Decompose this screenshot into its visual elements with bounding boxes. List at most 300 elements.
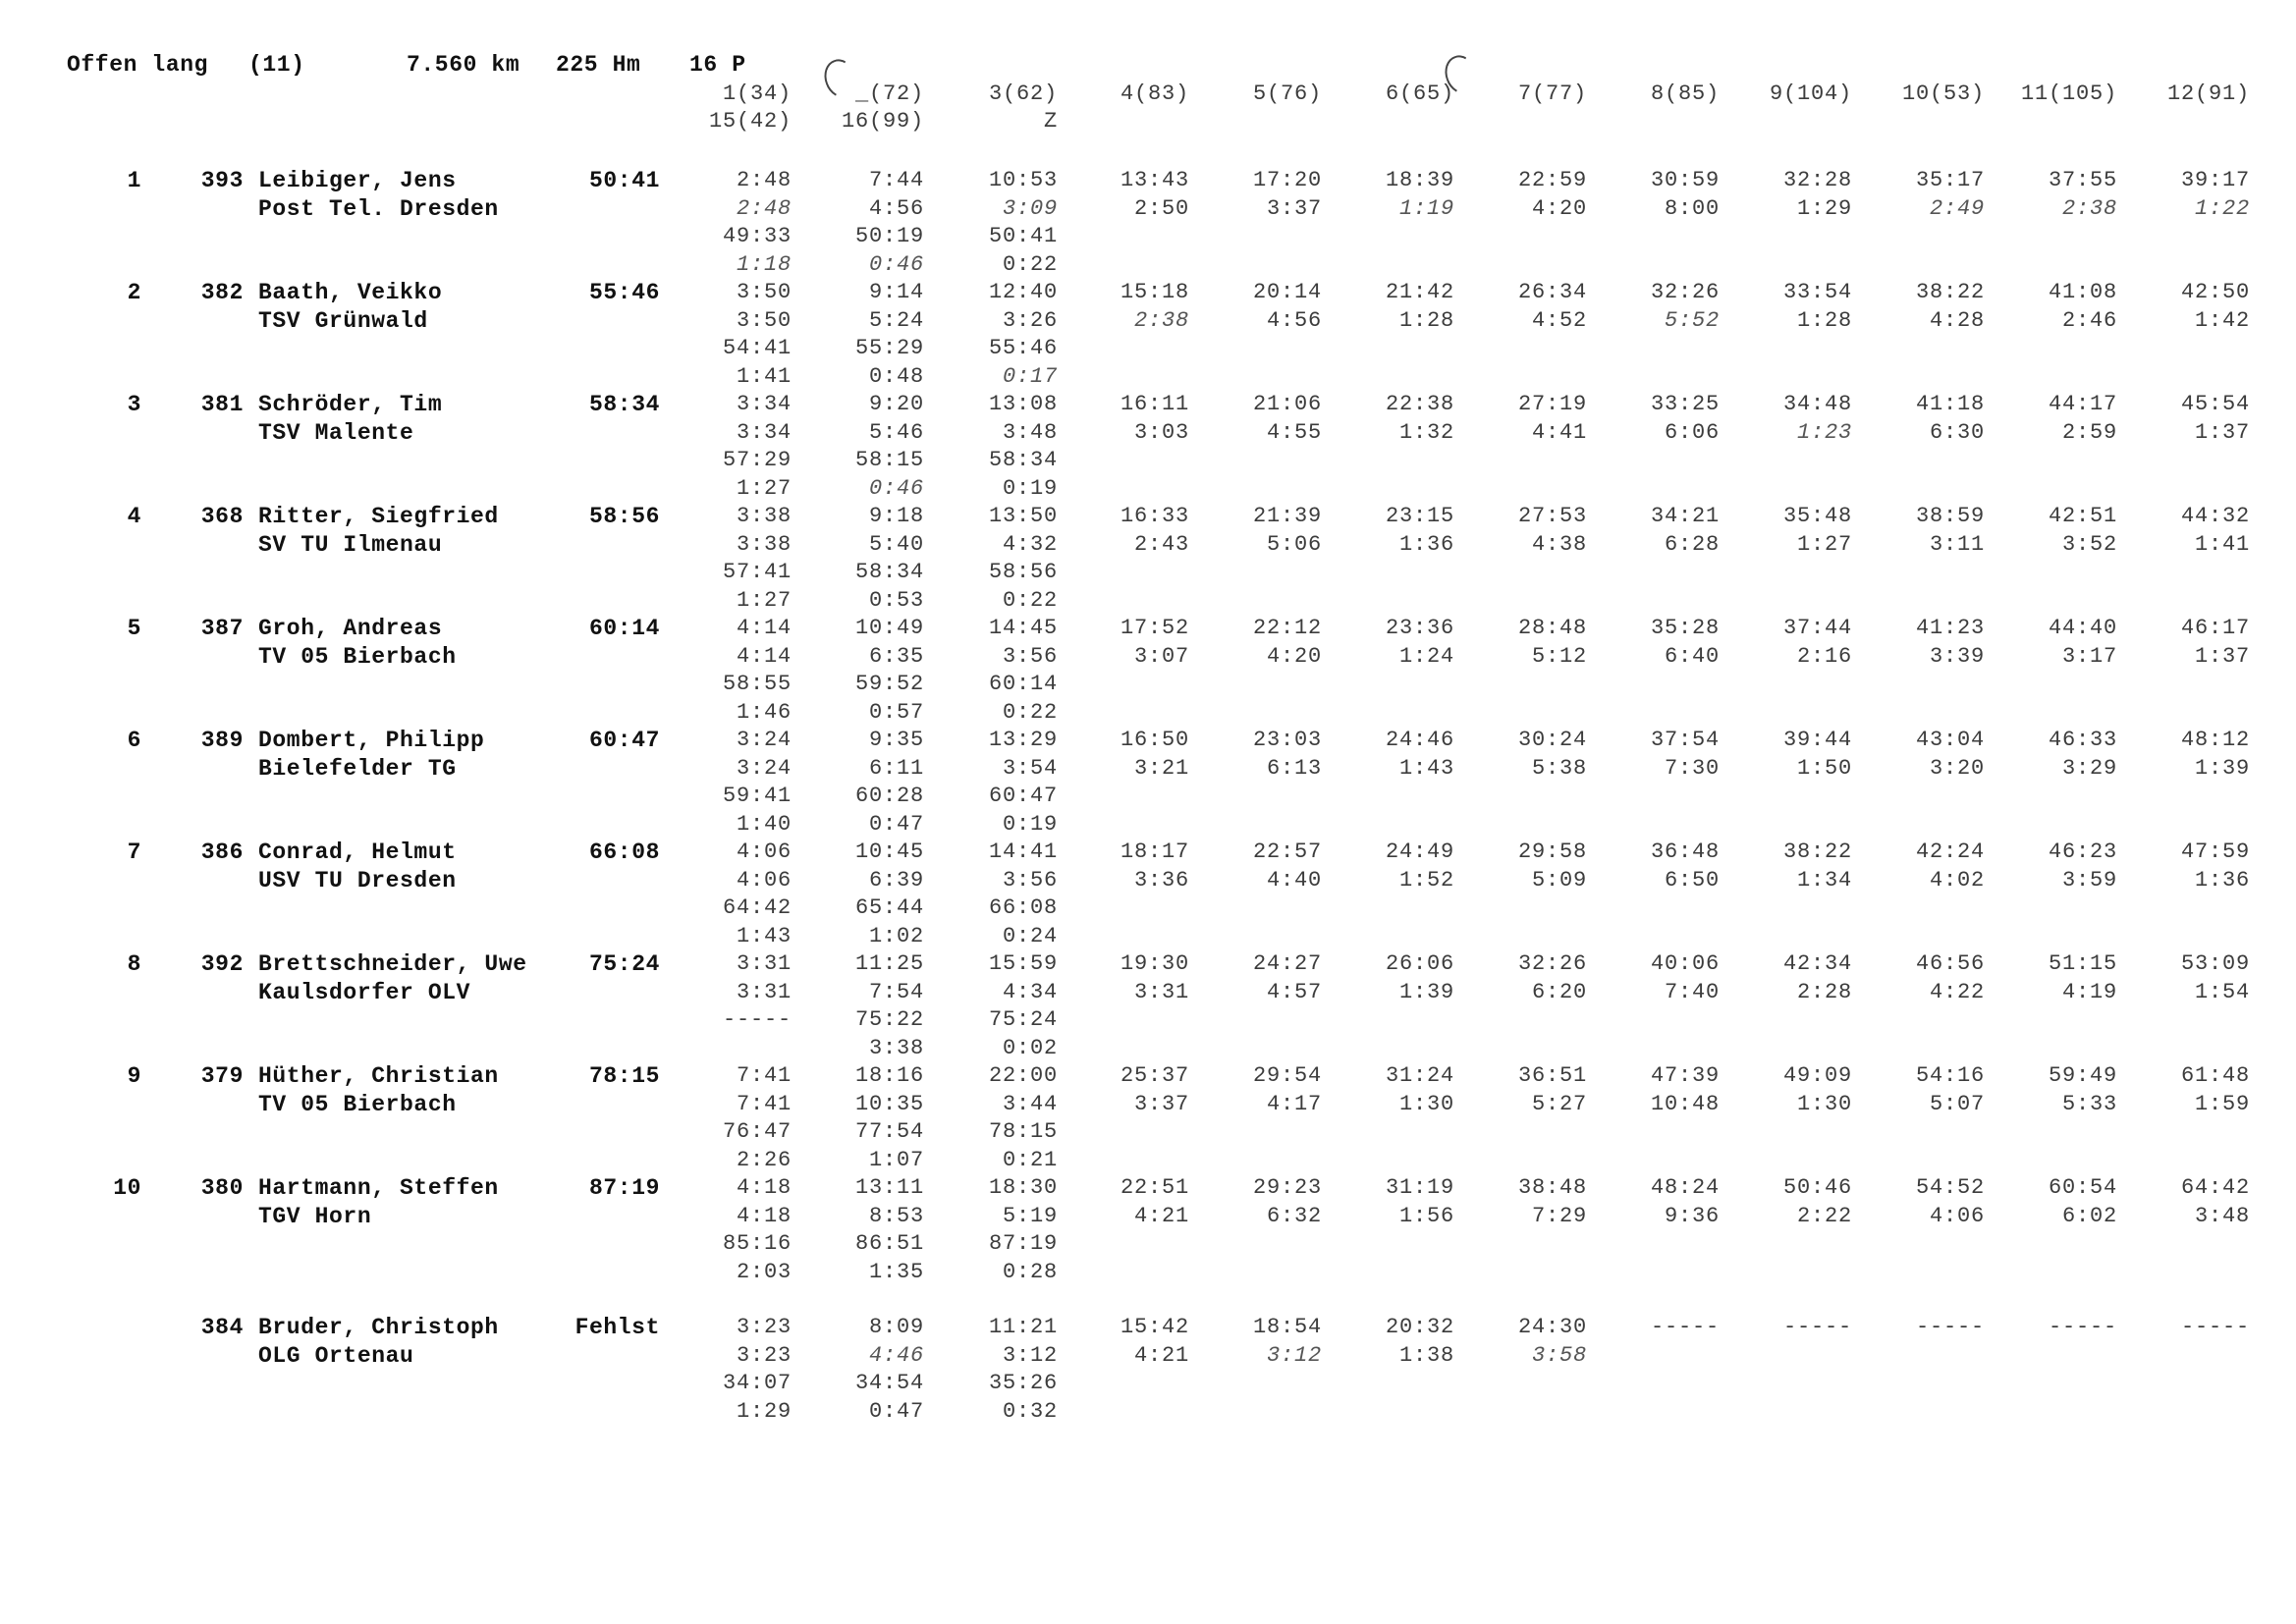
- start-number: 380: [200, 1175, 244, 1201]
- split-time: 24:27: [1252, 951, 1322, 976]
- split-time: 10:35: [854, 1091, 924, 1116]
- split-time: 1:02: [868, 923, 924, 948]
- split-time: 45:54: [2180, 392, 2250, 416]
- split-time: 34:21: [1650, 504, 1720, 528]
- split-time: 75:22: [854, 1007, 924, 1032]
- split-time: 26:06: [1385, 951, 1454, 976]
- split-time: 20:32: [1385, 1315, 1454, 1339]
- split-time: 3:50: [736, 307, 792, 333]
- split-time: 6:50: [1664, 867, 1720, 893]
- split-time: 5:46: [868, 419, 924, 445]
- split-time: 5:09: [1531, 867, 1587, 893]
- split-time: 1:30: [1398, 1091, 1454, 1116]
- split-time: 5:52: [1664, 307, 1720, 333]
- runner-name: Hartmann, Steffen: [258, 1175, 499, 1201]
- split-time: 29:58: [1517, 839, 1587, 864]
- split-time: 34:54: [854, 1371, 924, 1395]
- split-time: 46:23: [2048, 839, 2117, 864]
- split-time: 39:44: [1782, 728, 1852, 752]
- split-time: 15:18: [1120, 280, 1189, 304]
- split-time: 22:38: [1385, 392, 1454, 416]
- split-time: 41:18: [1915, 392, 1985, 416]
- split-time: 24:46: [1385, 728, 1454, 752]
- split-time: 58:56: [988, 560, 1058, 584]
- split-time: 3:54: [1002, 755, 1058, 781]
- runner-name: Conrad, Helmut: [258, 839, 457, 865]
- split-time: 6:13: [1266, 755, 1322, 781]
- club-name: OLG Ortenau: [258, 1342, 414, 1369]
- split-time: 19:30: [1120, 951, 1189, 976]
- split-time: 38:59: [1915, 504, 1985, 528]
- split-time: 4:34: [1002, 979, 1058, 1004]
- split-time: 1:27: [1796, 531, 1852, 557]
- club-name: SV TU Ilmenau: [258, 531, 443, 558]
- control-header: Z: [1043, 109, 1058, 134]
- split-time: 3:21: [1133, 755, 1189, 781]
- split-time: -----: [2048, 1315, 2117, 1339]
- split-time: 3:20: [1929, 755, 1985, 781]
- split-time: 1:52: [1398, 867, 1454, 893]
- split-time: 87:19: [988, 1231, 1058, 1256]
- split-time: 0:32: [1002, 1398, 1058, 1424]
- split-time: 86:51: [854, 1231, 924, 1256]
- split-time: 3:48: [2194, 1203, 2250, 1228]
- split-time: 3:29: [2061, 755, 2117, 781]
- split-time: 4:21: [1133, 1203, 1189, 1228]
- split-time: 59:49: [2048, 1063, 2117, 1088]
- split-time: 2:28: [1796, 979, 1852, 1004]
- control-header: 16(99): [841, 109, 924, 134]
- split-time: 7:40: [1664, 979, 1720, 1004]
- split-time: 6:35: [868, 643, 924, 669]
- split-time: 7:30: [1664, 755, 1720, 781]
- split-time: 18:30: [988, 1175, 1058, 1200]
- split-time: 51:15: [2048, 951, 2117, 976]
- split-time: 2:59: [2061, 419, 2117, 445]
- split-time: 37:55: [2048, 168, 2117, 192]
- split-time: 8:09: [868, 1315, 924, 1339]
- split-time: 3:03: [1133, 419, 1189, 445]
- split-time: 43:04: [1915, 728, 1985, 752]
- split-time: 34:07: [722, 1371, 792, 1395]
- split-time: 15:42: [1120, 1315, 1189, 1339]
- split-time: 3:34: [736, 392, 792, 416]
- split-time: 2:16: [1796, 643, 1852, 669]
- rank: 4: [127, 504, 141, 529]
- split-time: 6:20: [1531, 979, 1587, 1004]
- split-time: 0:53: [868, 587, 924, 613]
- split-time: 0:19: [1002, 475, 1058, 501]
- split-time: 1:56: [1398, 1203, 1454, 1228]
- split-time: 1:27: [736, 475, 792, 501]
- split-time: 0:24: [1002, 923, 1058, 948]
- split-time: 29:23: [1252, 1175, 1322, 1200]
- split-time: 18:17: [1120, 839, 1189, 864]
- split-time: 57:29: [722, 448, 792, 472]
- split-time: 4:18: [736, 1203, 792, 1228]
- split-time: 2:22: [1796, 1203, 1852, 1228]
- split-time: -----: [1782, 1315, 1852, 1339]
- runner-name: Bruder, Christoph: [258, 1315, 499, 1340]
- control-header: 10(53): [1901, 81, 1985, 106]
- split-time: 7:41: [736, 1091, 792, 1116]
- split-time: 1:38: [1398, 1342, 1454, 1368]
- runner-name: Schröder, Tim: [258, 392, 443, 417]
- split-time: 1:18: [736, 251, 792, 277]
- split-time: 60:14: [988, 672, 1058, 696]
- split-time: 49:33: [722, 224, 792, 248]
- split-time: 1:30: [1796, 1091, 1852, 1116]
- split-time: 4:14: [736, 643, 792, 669]
- split-time: 4:17: [1266, 1091, 1322, 1116]
- control-header: 8(85): [1650, 81, 1720, 106]
- rank: 9: [127, 1063, 141, 1089]
- split-time: 22:51: [1120, 1175, 1189, 1200]
- total-time: 58:34: [588, 392, 660, 417]
- start-number: 387: [200, 616, 244, 641]
- rank: 7: [127, 839, 141, 865]
- club-name: USV TU Dresden: [258, 867, 457, 893]
- club-name: TV 05 Bierbach: [258, 643, 457, 670]
- split-time: 14:41: [988, 839, 1058, 864]
- split-time: 4:20: [1531, 195, 1587, 221]
- split-time: 4:41: [1531, 419, 1587, 445]
- split-time: 1:34: [1796, 867, 1852, 893]
- split-time: 33:25: [1650, 392, 1720, 416]
- split-time: 3:50: [736, 280, 792, 304]
- split-time: 3:12: [1002, 1342, 1058, 1368]
- split-time: 21:06: [1252, 392, 1322, 416]
- split-time: 4:22: [1929, 979, 1985, 1004]
- split-time: 38:48: [1517, 1175, 1587, 1200]
- split-time: 42:51: [2048, 504, 2117, 528]
- club-name: Kaulsdorfer OLV: [258, 979, 471, 1005]
- start-number: 368: [200, 504, 244, 529]
- rank: 3: [127, 392, 141, 417]
- split-time: 29:54: [1252, 1063, 1322, 1088]
- runner-name: Baath, Veikko: [258, 280, 443, 305]
- split-time: 18:54: [1252, 1315, 1322, 1339]
- start-number: 389: [200, 728, 244, 753]
- split-time: 16:33: [1120, 504, 1189, 528]
- split-time: 5:38: [1531, 755, 1587, 781]
- split-time: 50:41: [988, 224, 1058, 248]
- split-time: 3:23: [736, 1315, 792, 1339]
- split-time: -----: [1650, 1315, 1720, 1339]
- split-time: 2:26: [736, 1147, 792, 1172]
- club-name: Post Tel. Dresden: [258, 195, 499, 222]
- split-time: 5:19: [1002, 1203, 1058, 1228]
- split-time: 44:17: [2048, 392, 2117, 416]
- start-number: 393: [200, 168, 244, 193]
- split-time: 16:11: [1120, 392, 1189, 416]
- split-time: 3:17: [2061, 643, 2117, 669]
- split-time: 1:41: [736, 363, 792, 389]
- control-header: _(72): [854, 81, 924, 106]
- split-time: 32:26: [1650, 280, 1720, 304]
- split-time: 48:12: [2180, 728, 2250, 752]
- split-time: 5:24: [868, 307, 924, 333]
- split-time: 32:26: [1517, 951, 1587, 976]
- split-time: 3:31: [736, 951, 792, 976]
- runner-name: Dombert, Philipp: [258, 728, 485, 753]
- split-time: 1:36: [2194, 867, 2250, 893]
- split-time: 4:57: [1266, 979, 1322, 1004]
- split-time: 54:41: [722, 336, 792, 360]
- split-time: 13:43: [1120, 168, 1189, 192]
- split-time: 3:11: [1929, 531, 1985, 557]
- split-time: 40:06: [1650, 951, 1720, 976]
- split-time: 1:40: [736, 811, 792, 837]
- total-time: 58:56: [588, 504, 660, 529]
- total-time: Fehlst: [574, 1315, 660, 1340]
- split-time: 3:36: [1133, 867, 1189, 893]
- split-time: -----: [2180, 1315, 2250, 1339]
- split-time: 13:11: [854, 1175, 924, 1200]
- split-time: 35:26: [988, 1371, 1058, 1395]
- split-time: 32:28: [1782, 168, 1852, 192]
- control-count: 16 P: [689, 52, 746, 78]
- split-time: 2:50: [1133, 195, 1189, 221]
- total-time: 66:08: [588, 839, 660, 865]
- split-time: 10:49: [854, 616, 924, 640]
- split-time: 3:58: [1531, 1342, 1587, 1368]
- split-time: 1:39: [1398, 979, 1454, 1004]
- split-time: 2:46: [2061, 307, 2117, 333]
- split-time: 18:16: [854, 1063, 924, 1088]
- split-time: 1:36: [1398, 531, 1454, 557]
- split-time: 0:46: [868, 475, 924, 501]
- split-time: 6:30: [1929, 419, 1985, 445]
- split-time: 20:14: [1252, 280, 1322, 304]
- split-time: 1:35: [868, 1259, 924, 1284]
- split-time: 1:29: [736, 1398, 792, 1424]
- split-time: 64:42: [2180, 1175, 2250, 1200]
- rank: 1: [127, 168, 141, 193]
- control-header: 1(34): [722, 81, 792, 106]
- rank: 5: [127, 616, 141, 641]
- split-time: 38:22: [1915, 280, 1985, 304]
- split-time: 10:53: [988, 168, 1058, 192]
- split-time: 1:29: [1796, 195, 1852, 221]
- rank: 8: [127, 951, 141, 977]
- split-time: 3:38: [868, 1035, 924, 1060]
- split-time: 1:07: [868, 1147, 924, 1172]
- split-time: 77:54: [854, 1119, 924, 1144]
- split-time: 27:19: [1517, 392, 1587, 416]
- club-name: TSV Grünwald: [258, 307, 428, 334]
- split-time: 5:27: [1531, 1091, 1587, 1116]
- control-header: 11(105): [2020, 81, 2117, 106]
- split-time: 1:37: [2194, 419, 2250, 445]
- split-time: 59:52: [854, 672, 924, 696]
- split-time: 66:08: [988, 895, 1058, 920]
- split-time: 3:24: [736, 728, 792, 752]
- split-time: 9:18: [868, 504, 924, 528]
- split-time: 58:15: [854, 448, 924, 472]
- split-time: 54:16: [1915, 1063, 1985, 1088]
- split-time: 6:28: [1664, 531, 1720, 557]
- split-time: 13:29: [988, 728, 1058, 752]
- split-time: 9:36: [1664, 1203, 1720, 1228]
- split-time: 0:22: [1002, 587, 1058, 613]
- split-time: 50:46: [1782, 1175, 1852, 1200]
- split-time: 7:54: [868, 979, 924, 1004]
- split-time: 42:50: [2180, 280, 2250, 304]
- split-time: 3:56: [1002, 867, 1058, 893]
- split-time: 4:06: [1929, 1203, 1985, 1228]
- control-header: 7(77): [1517, 81, 1587, 106]
- split-time: 4:56: [1266, 307, 1322, 333]
- split-time: 1:19: [1398, 195, 1454, 221]
- split-time: 6:40: [1664, 643, 1720, 669]
- club-name: TSV Malente: [258, 419, 414, 446]
- split-time: 10:45: [854, 839, 924, 864]
- starter-count: (11): [248, 52, 305, 78]
- split-time: 6:32: [1266, 1203, 1322, 1228]
- split-time: 2:48: [736, 195, 792, 221]
- split-time: 1:27: [736, 587, 792, 613]
- split-time: 85:16: [722, 1231, 792, 1256]
- split-time: 3:39: [1929, 643, 1985, 669]
- split-time: 2:48: [736, 168, 792, 192]
- split-time: 0:28: [1002, 1259, 1058, 1284]
- split-time: 24:49: [1385, 839, 1454, 864]
- split-time: 6:02: [2061, 1203, 2117, 1228]
- rank: 2: [127, 280, 141, 305]
- split-time: 2:03: [736, 1259, 792, 1284]
- split-time: 13:08: [988, 392, 1058, 416]
- split-time: 42:24: [1915, 839, 1985, 864]
- split-time: 4:52: [1531, 307, 1587, 333]
- split-time: 3:31: [1133, 979, 1189, 1004]
- split-time: 1:23: [1796, 419, 1852, 445]
- split-time: 13:50: [988, 504, 1058, 528]
- split-time: 4:18: [736, 1175, 792, 1200]
- split-time: 3:31: [736, 979, 792, 1004]
- split-time: 5:12: [1531, 643, 1587, 669]
- split-time: 21:39: [1252, 504, 1322, 528]
- start-number: 384: [200, 1315, 244, 1340]
- split-time: 48:24: [1650, 1175, 1720, 1200]
- split-time: 3:38: [736, 531, 792, 557]
- split-time: 1:28: [1796, 307, 1852, 333]
- split-time: 35:48: [1782, 504, 1852, 528]
- split-time: 60:47: [988, 784, 1058, 808]
- split-time: 3:07: [1133, 643, 1189, 669]
- split-time: 47:59: [2180, 839, 2250, 864]
- split-time: 33:54: [1782, 280, 1852, 304]
- split-time: 26:34: [1517, 280, 1587, 304]
- split-time: 54:52: [1915, 1175, 1985, 1200]
- total-time: 55:46: [588, 280, 660, 305]
- split-time: 44:32: [2180, 504, 2250, 528]
- split-time: 17:20: [1252, 168, 1322, 192]
- split-time: 0:22: [1002, 699, 1058, 725]
- split-time: 35:28: [1650, 616, 1720, 640]
- runner-name: Leibiger, Jens: [258, 168, 457, 193]
- start-number: 382: [200, 280, 244, 305]
- club-name: Bielefelder TG: [258, 755, 457, 782]
- split-time: 3:26: [1002, 307, 1058, 333]
- split-time: 46:56: [1915, 951, 1985, 976]
- control-header: 9(104): [1769, 81, 1852, 106]
- split-time: 47:39: [1650, 1063, 1720, 1088]
- split-time: 1:28: [1398, 307, 1454, 333]
- split-time: 7:44: [868, 168, 924, 192]
- split-time: 3:37: [1133, 1091, 1189, 1116]
- split-time: 11:21: [988, 1315, 1058, 1339]
- split-time: 0:21: [1002, 1147, 1058, 1172]
- split-time: 55:46: [988, 336, 1058, 360]
- split-time: 15:59: [988, 951, 1058, 976]
- split-time: 22:12: [1252, 616, 1322, 640]
- split-time: 59:41: [722, 784, 792, 808]
- split-time: 60:28: [854, 784, 924, 808]
- split-time: 9:35: [868, 728, 924, 752]
- split-time: 6:11: [868, 755, 924, 781]
- start-number: 392: [200, 951, 244, 977]
- split-time: 25:37: [1120, 1063, 1189, 1088]
- split-time: 3:52: [2061, 531, 2117, 557]
- split-time: 2:38: [1133, 307, 1189, 333]
- control-header: 6(65): [1385, 81, 1454, 106]
- split-time: 8:53: [868, 1203, 924, 1228]
- split-time: 23:15: [1385, 504, 1454, 528]
- total-time: 60:47: [588, 728, 660, 753]
- split-time: 22:57: [1252, 839, 1322, 864]
- split-time: 4:20: [1266, 643, 1322, 669]
- split-time: 37:54: [1650, 728, 1720, 752]
- split-time: 55:29: [854, 336, 924, 360]
- split-time: 0:19: [1002, 811, 1058, 837]
- split-time: 3:23: [736, 1342, 792, 1368]
- split-time: 30:59: [1650, 168, 1720, 192]
- split-time: 4:38: [1531, 531, 1587, 557]
- club-name: TGV Horn: [258, 1203, 372, 1229]
- split-time: 4:02: [1929, 867, 1985, 893]
- split-time: 3:38: [736, 504, 792, 528]
- total-time: 75:24: [588, 951, 660, 977]
- split-time: 4:55: [1266, 419, 1322, 445]
- split-time: 22:59: [1517, 168, 1587, 192]
- split-time: 57:41: [722, 560, 792, 584]
- split-time: 23:36: [1385, 616, 1454, 640]
- split-time: 1:46: [736, 699, 792, 725]
- split-time: 1:43: [1398, 755, 1454, 781]
- split-time: 4:06: [736, 839, 792, 864]
- split-time: 3:59: [2061, 867, 2117, 893]
- split-time: 23:03: [1252, 728, 1322, 752]
- split-time: 0:47: [868, 1398, 924, 1424]
- split-time: -----: [722, 1007, 792, 1032]
- split-time: 5:33: [2061, 1091, 2117, 1116]
- control-header: 12(91): [2166, 81, 2250, 106]
- split-time: 37:44: [1782, 616, 1852, 640]
- split-time: 1:24: [1398, 643, 1454, 669]
- split-time: 0:02: [1002, 1035, 1058, 1060]
- runner-name: Hüther, Christian: [258, 1063, 499, 1089]
- split-time: 64:42: [722, 895, 792, 920]
- start-number: 379: [200, 1063, 244, 1089]
- total-time: 60:14: [588, 616, 660, 641]
- split-time: 2:43: [1133, 531, 1189, 557]
- split-time: 4:06: [736, 867, 792, 893]
- runner-name: Brettschneider, Uwe: [258, 951, 527, 977]
- split-time: 65:44: [854, 895, 924, 920]
- runner-name: Groh, Andreas: [258, 616, 443, 641]
- split-time: 39:17: [2180, 168, 2250, 192]
